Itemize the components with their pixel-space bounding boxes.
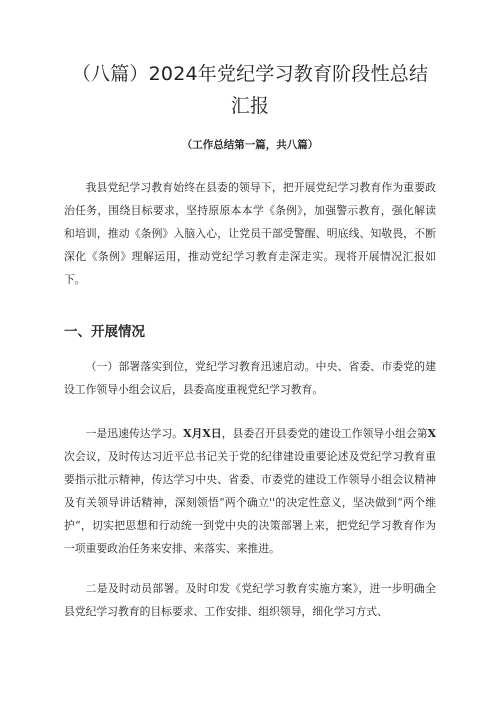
paragraph-study (64, 422, 436, 560)
meeting-date: X月X日 (183, 427, 222, 440)
intro-paragraph: 我县党纪学习教育始终在县委的领导下，把开展党纪学习教育作为重要政治任务，围绕目标要求，坚持原原本本学《条例》，加强警示教育，强化解读和培训，推动《条例》入脑入心，让党员干部受警醒、明底线、知敬畏，不断深化《条例》理解运用，推动党纪学习教育走深走实。现将开展情况汇报如下。 (64, 181, 436, 286)
section-heading: 一、开展情况 (64, 324, 145, 340)
document-subtitle: （工作总结第一篇，共八篇） (181, 139, 319, 151)
paragraph-study-mid: ，县委召开县委党的建设工作领导小组会第 (221, 427, 428, 440)
title-line-1: （八篇）2024年党纪学习教育阶段性总结 (71, 63, 429, 85)
paragraph-study-lead: 一是迅速传达学习。 (85, 427, 184, 440)
paragraph-study-body: 次会议，及时传达习近平总书记关于党的纪律建设重要论述及党纪学习教育重要指示批示精神，传达学习中央、省委、市委党的建设工作领导小组会议精神及有关领导讲话精神，深刻领悟“两个确立''的决定性意义，坚决做到“两个维护“，切实把思想和行动统一到党中央的决策部署上来，把党纪学习教育作为一项重要政治任务来安排、来落实、来推进。 (64, 450, 436, 555)
paragraph-deployment: （一）部署落实到位，党纪学习教育迅速启动。中央、省委、市委党的建设工作领导小组会议后，县委高度重视党纪学习教育。 (64, 360, 436, 396)
paragraph-mobilization: 二是及时动员部署。及时印发《党纪学习教育实施方案》，进一步明确全县党纪学习教育的目标要求、工作安排、组织领导，细化学习方式、 (64, 582, 436, 618)
meeting-number: X (427, 427, 437, 440)
document-title (40, 58, 460, 122)
title-line-2: 汇报 (230, 95, 270, 117)
